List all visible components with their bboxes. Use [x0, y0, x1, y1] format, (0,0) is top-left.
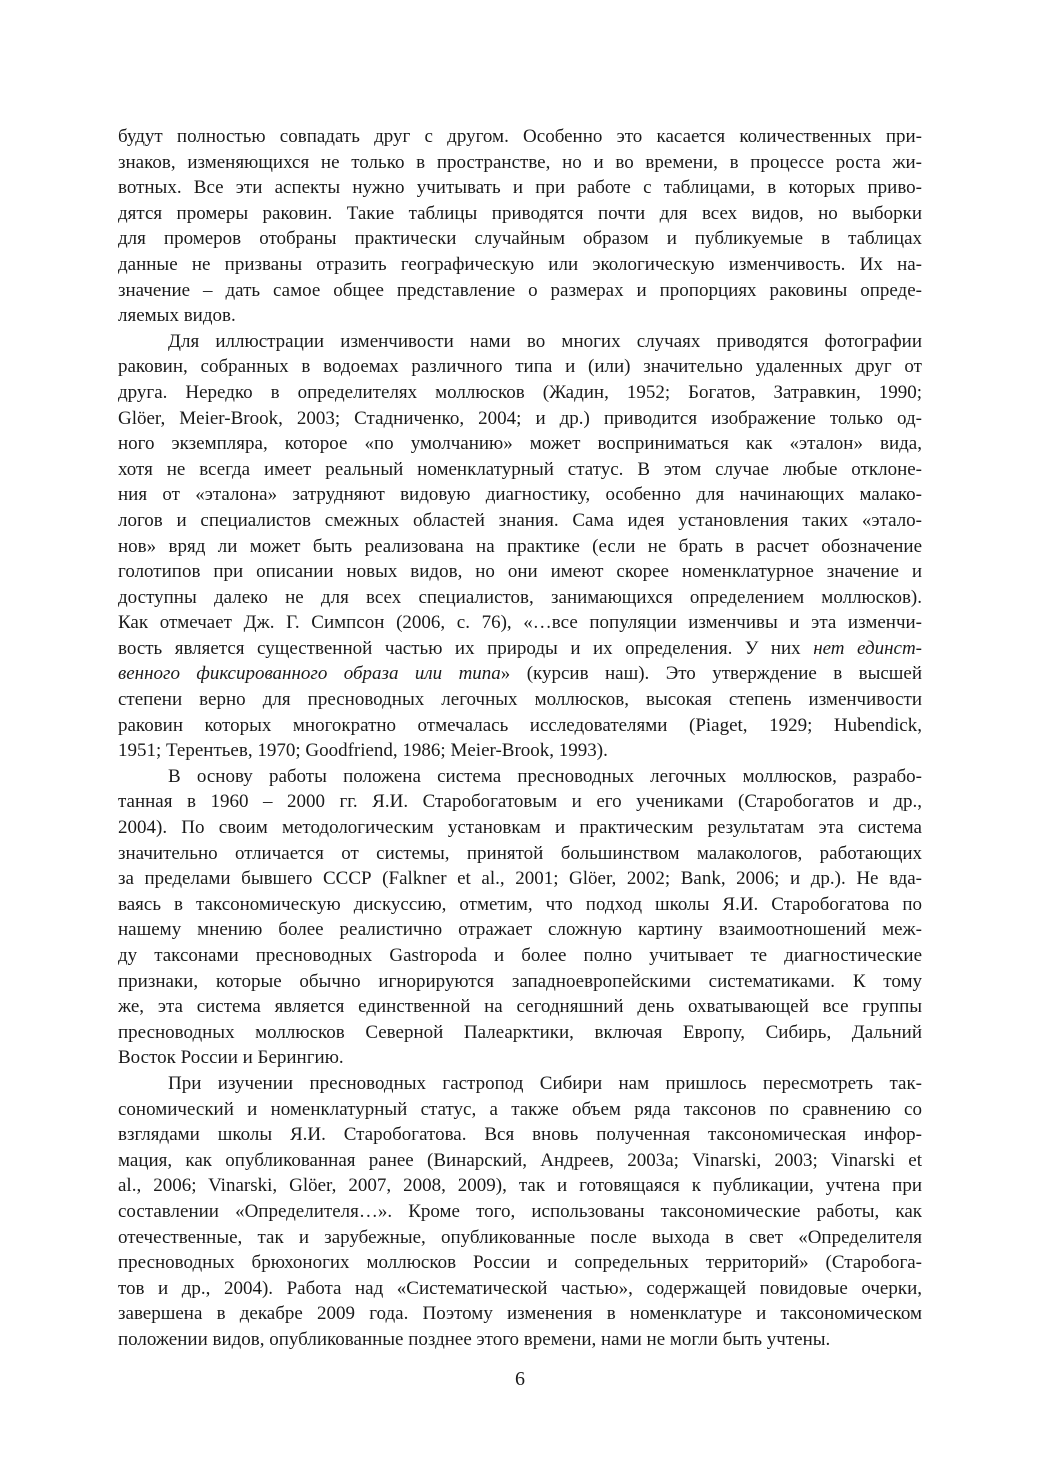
- paragraph: [118, 329, 922, 764]
- text-run: ваясь в таксономическую дискуссию, отметим, что подход школы Я.И. Старобогатова по: [118, 893, 922, 915]
- text-run: доступны далеко не для всех специалистов, занимающихся определением моллюсков).: [118, 586, 922, 608]
- page-body: [118, 124, 922, 1353]
- text-line: [118, 687, 922, 713]
- text-run: ду таксонами пресноводных Gastropoda и более полно учитывает те диагностические: [118, 945, 922, 966]
- text-run: мация, как опубликованная ранее (Винарский, Андреев, 2003а; Vinarski, 2003; Vinarski et: [118, 1149, 922, 1171]
- text-run: отечественные, так и зарубежные, опубликованные после выхода в свет «Определителя: [118, 1226, 922, 1248]
- paragraph: [118, 124, 922, 329]
- text-line: [118, 866, 922, 892]
- text-line: [118, 892, 922, 918]
- text-line: [118, 738, 922, 764]
- text-line: [118, 226, 922, 252]
- text-line: [118, 1020, 922, 1046]
- text-run: для промеров отобраны практически случайным образом и публикуемые в таблицах: [118, 228, 922, 250]
- text-line: [118, 969, 922, 995]
- text-run: нов» вряд ли может быть реализована на практике (если не брать в расчет обозначение: [118, 535, 922, 557]
- text-line: [118, 1097, 922, 1123]
- text-line: [118, 175, 922, 201]
- text-run: хотя не всегда имеет реальный номенклатурный статус. В этом случае любые отклоне-: [118, 458, 922, 480]
- text-run: ного экземпляра, которое «по умолчанию» может восприниматься как «эталон» вида,: [118, 433, 922, 455]
- text-run: друга. Нередко в определителях моллюсков (Жадин, 1952; Богатов, Затравкин, 1990;: [118, 381, 922, 403]
- text-line: [118, 636, 922, 662]
- text-line: [118, 943, 922, 969]
- text-run: вотных. Все эти аспекты нужно учитывать и при работе с таблицами, в которых приво-: [118, 177, 922, 199]
- text-line: [118, 201, 922, 227]
- text-line: [118, 1122, 922, 1148]
- text-line: [118, 661, 922, 687]
- text-run: Восток России и Берингию.: [118, 1047, 344, 1069]
- text-run: танная в 1960 – 2000 гг. Я.И. Старобогатовым и его учениками (Старобогатов и др.,: [118, 791, 922, 813]
- text-run: В основу работы положена система пресноводных легочных моллюсков, разрабо-: [168, 765, 922, 787]
- text-line: [118, 1071, 922, 1097]
- text-line: [118, 534, 922, 560]
- text-run: Как отмечает Дж. Г. Симпсон (2006, с. 76), «…все популяции изменчивы и эта изменчи-: [118, 612, 922, 634]
- text-run: тов и др., 2004). Работа над «Систематической частью», содержащей повидовые очерки,: [118, 1277, 922, 1299]
- italic-text: венного фиксированного образа или типа: [118, 663, 501, 685]
- text-line: [118, 1225, 922, 1251]
- paragraph: [118, 764, 922, 1071]
- text-line: [118, 303, 922, 329]
- text-run: ния от «эталона» затрудняют видовую диагностику, особенно для начинающих малако-: [118, 484, 922, 506]
- text-line: [118, 329, 922, 355]
- text-line: [118, 1276, 922, 1302]
- text-run: пресноводных моллюсков Северной Палеарктики, включая Европу, Сибирь, Дальний: [118, 1021, 922, 1043]
- text-run: знаков, изменяющихся не только в пространстве, но и во времени, в процессе роста жи-: [118, 151, 922, 173]
- text-run: за пределами бывшего СССР (Falkner et al., 2001; Glöer, 2002; Bank, 2006; и др.). Не вда-: [118, 868, 922, 890]
- text-run: ляемых видов.: [118, 305, 236, 327]
- text-line: [118, 252, 922, 278]
- text-line: [118, 559, 922, 585]
- text-run: нашему мнению более реалистично отражает сложную картину взаимоотношений меж-: [118, 919, 922, 941]
- text-line: [118, 508, 922, 534]
- text-run: дятся промеры раковин. Такие таблицы приводятся почти для всех видов, но выборки: [118, 202, 922, 224]
- text-line: [118, 713, 922, 739]
- text-line: [118, 482, 922, 508]
- text-run: голотипов при описании новых видов, но они имеют скорее номенклатурное значение и: [118, 561, 922, 583]
- text-run: Для иллюстрации изменчивости нами во многих случаях приводятся фотографии: [168, 330, 922, 352]
- text-line: [118, 150, 922, 176]
- text-run: 1951; Терентьев, 1970; Goodfriend, 1986; Meier-Brook, 1993).: [118, 740, 608, 762]
- italic-text: нет единст-: [813, 637, 923, 659]
- text-line: [118, 406, 922, 432]
- text-run: степени верно для пресноводных легочных моллюсков, высокая степень изменчивости: [118, 689, 922, 711]
- text-line: [118, 278, 922, 304]
- text-run: » (курсив наш). Это утверждение в высшей: [500, 663, 923, 685]
- text-line: [118, 917, 922, 943]
- text-run: завершена в декабре 2009 года. Поэтому изменения в номенклатуре и таксономическом: [118, 1303, 922, 1325]
- text-line: [118, 585, 922, 611]
- text-run: положении видов, опубликованные позднее этого времени, нами не могли быть учтены.: [118, 1328, 831, 1350]
- text-line: [118, 124, 922, 150]
- text-line: [118, 764, 922, 790]
- text-line: [118, 1199, 922, 1225]
- text-run: логов и специалистов смежных областей знания. Сама идея установления таких «этало-: [118, 509, 922, 531]
- text-line: [118, 1250, 922, 1276]
- text-line: [118, 841, 922, 867]
- text-run: 2004). По своим методологическим установкам и практическим результатам эта система: [118, 817, 922, 839]
- text-run: взглядами школы Я.И. Старобогатова. Вся вновь полученная таксономическая инфор-: [118, 1124, 922, 1146]
- text-line: [118, 610, 922, 636]
- text-line: [118, 457, 922, 483]
- text-line: [118, 1045, 922, 1071]
- text-run: раковин, собранных в водоемах различного типа и (или) значительно удаленных друг от: [118, 356, 922, 378]
- text-run: Glöer, Meier-Brook, 2003; Стадниченко, 2004; и др.) приводится изображение только од-: [118, 407, 922, 429]
- text-line: [118, 1301, 922, 1327]
- text-run: же, эта система является единственной на сегодняшний день охватывающей все группы: [118, 996, 922, 1018]
- text-line: [118, 431, 922, 457]
- text-run: будут полностью совпадать друг с другом. Особенно это касается количественных при-: [118, 126, 922, 147]
- text-line: [118, 354, 922, 380]
- text-run: пресноводных брюхоногих моллюсков России и сопредельных территорий» (Старобога-: [118, 1252, 922, 1274]
- text-line: [118, 1173, 922, 1199]
- text-run: составлении «Определителя…». Кроме того, использованы таксономические работы, как: [118, 1200, 922, 1222]
- text-run: При изучении пресноводных гастропод Сибири нам пришлось пересмотреть так-: [168, 1072, 922, 1094]
- text-line: [118, 1148, 922, 1174]
- page-number: 6: [515, 1368, 525, 1390]
- text-run: сономический и номенклатурный статус, а также объем ряда таксонов по сравнению со: [118, 1098, 922, 1120]
- text-run: значительно отличается от системы, принятой большинством малакологов, работающих: [118, 842, 922, 864]
- text-run: al., 2006; Vinarski, Glöer, 2007, 2008, 2009), так и готовящаяся к публикации, учтена при: [118, 1175, 922, 1197]
- text-line: [118, 380, 922, 406]
- text-line: [118, 815, 922, 841]
- paragraph: [118, 1071, 922, 1353]
- text-run: вость является существенной частью их природы и их определения. У них: [118, 637, 814, 659]
- text-line: [118, 1327, 922, 1353]
- text-run: признаки, которые обычно игнорируются западноевропейскими систематиками. К тому: [118, 970, 922, 992]
- text-line: [118, 994, 922, 1020]
- text-run: раковин которых многократно отмечалась исследователями (Piaget, 1929; Hubendick,: [118, 714, 922, 736]
- text-line: [118, 789, 922, 815]
- text-run: значение – дать самое общее представление о размерах и пропорциях раковины опреде-: [118, 279, 922, 301]
- text-run: данные не призваны отразить географическую или экологическую изменчивость. Их на-: [118, 253, 922, 275]
